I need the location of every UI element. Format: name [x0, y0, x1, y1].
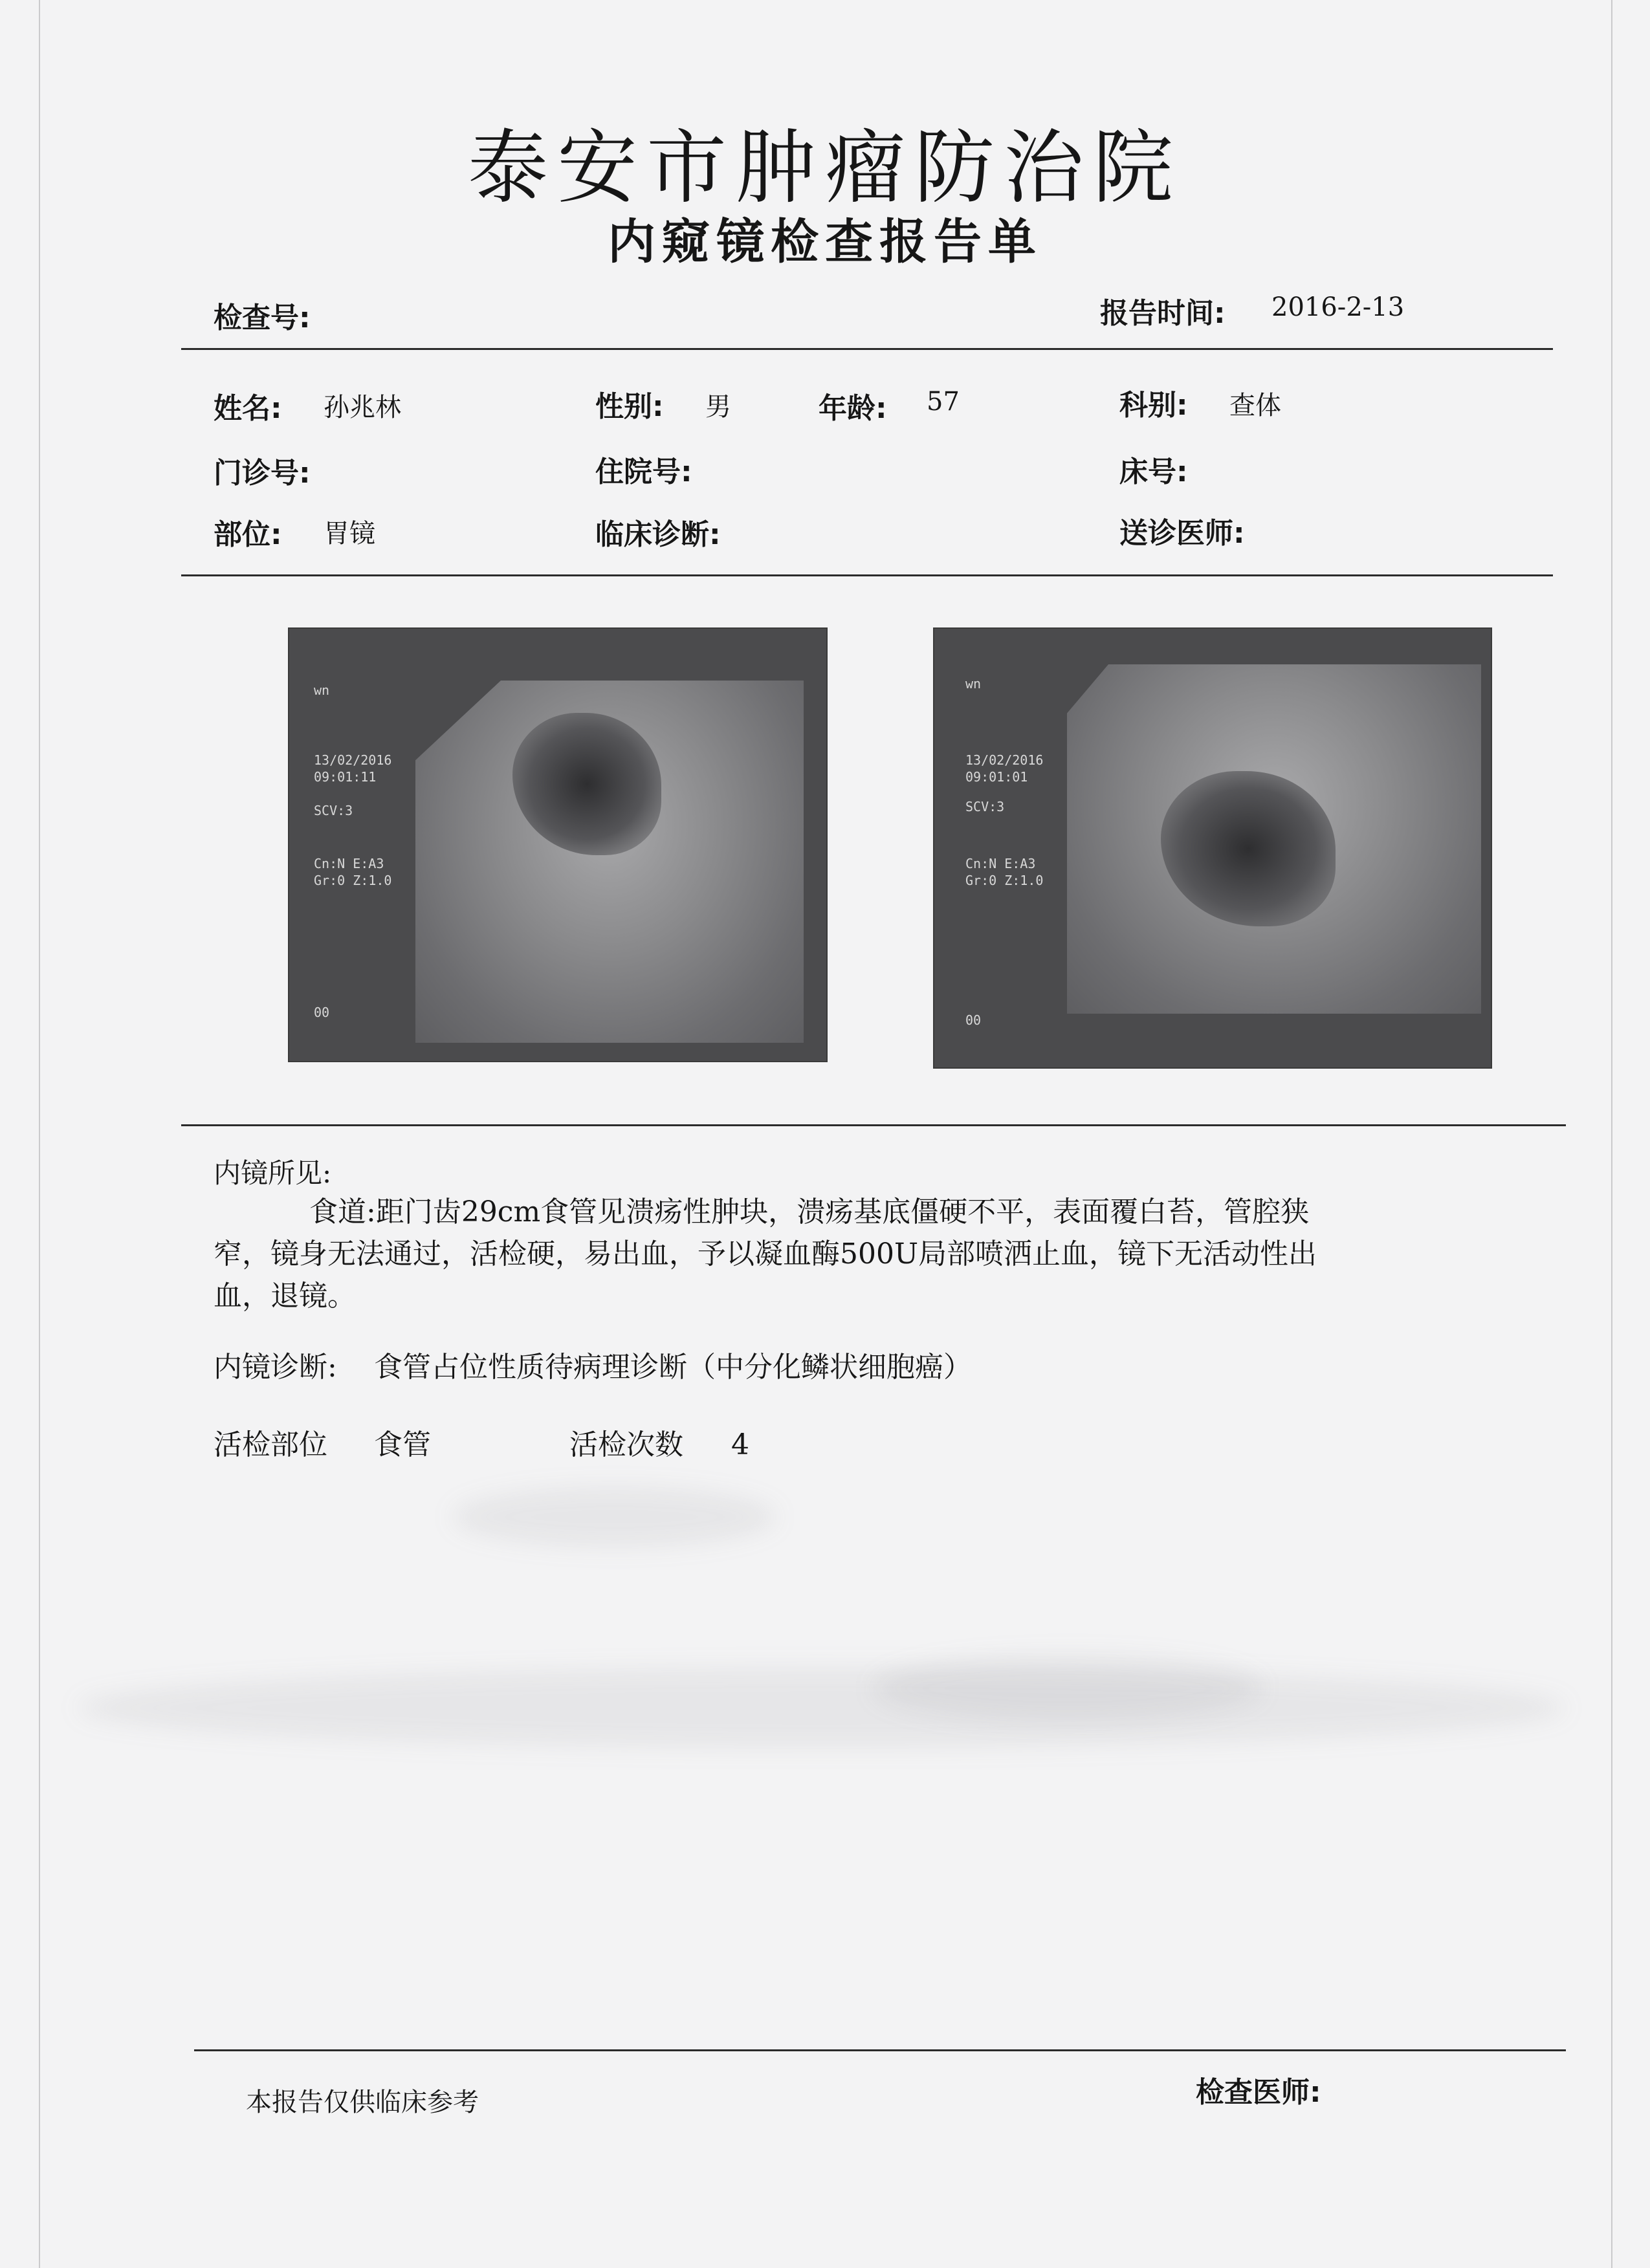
biopsy-site-label: 活检部位 — [214, 1428, 327, 1461]
patient-info-divider — [181, 574, 1553, 576]
name-label: 姓名: — [214, 392, 282, 425]
scan-smudge — [453, 1488, 776, 1546]
osd-counter: 00 — [314, 1005, 330, 1020]
scan-fold-line — [1611, 0, 1612, 2268]
sex-label: 性别: — [595, 390, 664, 423]
osd-enhancement: Cn:N E:A3 — [965, 856, 1036, 871]
osd-counter: 00 — [965, 1012, 982, 1028]
footer-disclaimer: 本报告仅供临床参考 — [246, 2088, 479, 2117]
osd-top: wn — [965, 676, 982, 692]
scan-smudge — [874, 1656, 1262, 1721]
endoscopy-image-2 — [933, 627, 1492, 1069]
findings-line-1: 食道:距门齿29cm食管见溃疡性肿块，溃疡基底僵硬不平，表面覆白苔，管腔狭 — [309, 1195, 1310, 1228]
findings-line-3: 血，退镜。 — [214, 1280, 356, 1313]
name-value: 孙兆林 — [324, 393, 401, 422]
hospital-name: 泰安市肿瘤防治院 — [467, 122, 1182, 215]
osd-time: 09:01:11 — [314, 769, 377, 785]
report-time-value: 2016-2-13 — [1271, 292, 1405, 322]
age-value: 57 — [927, 387, 960, 417]
osd-time: 09:01:01 — [965, 769, 1028, 785]
findings-line-2: 窄，镜身无法通过，活检硬，易出血，予以凝血酶500U局部喷洒止血，镜下无活动性出 — [214, 1238, 1317, 1270]
images-divider — [181, 1124, 1566, 1126]
bed-no-label: 床号: — [1119, 455, 1188, 488]
osd-top: wn — [314, 682, 330, 698]
outpatient-no-label: 门诊号: — [214, 457, 311, 490]
report-title: 内窥镜检查报告单 — [608, 214, 1042, 270]
osd-enhancement: Cn:N E:A3 — [314, 856, 384, 871]
footer-divider — [194, 2049, 1566, 2051]
osd-mode: SCV:3 — [314, 803, 353, 818]
biopsy-count-value: 4 — [731, 1428, 749, 1461]
biopsy-count-label: 活检次数 — [569, 1428, 683, 1461]
osd-zoom: Gr:0 Z:1.0 — [965, 873, 1044, 888]
exam-no-label: 检查号: — [214, 301, 311, 334]
findings-label: 内镜所见: — [214, 1157, 332, 1189]
biopsy-site-value: 食管 — [374, 1428, 431, 1461]
osd-mode: SCV:3 — [965, 799, 1005, 814]
dept-value: 查体 — [1229, 391, 1281, 420]
site-label: 部位: — [214, 518, 282, 551]
header-divider — [181, 348, 1553, 350]
sex-value: 男 — [705, 392, 731, 422]
diagnosis-label: 内镜诊断: — [214, 1351, 337, 1384]
osd-zoom: Gr:0 Z:1.0 — [314, 873, 392, 888]
examining-doctor-label: 检查医师: — [1196, 2076, 1321, 2109]
report-time-label: 报告时间: — [1100, 297, 1226, 330]
scan-fold-line — [39, 0, 40, 2268]
scan-smudge — [78, 1669, 1566, 1747]
referring-doctor-label: 送诊医师: — [1119, 517, 1245, 550]
dept-label: 科别: — [1119, 389, 1188, 422]
inpatient-no-label: 住院号: — [595, 455, 692, 488]
osd-date: 13/02/2016 — [965, 752, 1044, 768]
osd-date: 13/02/2016 — [314, 752, 392, 768]
diagnosis-text: 食管占位性质待病理诊断（中分化鳞状细胞癌） — [374, 1351, 972, 1384]
age-label: 年龄: — [819, 392, 887, 425]
endoscopy-image-1 — [288, 627, 828, 1062]
site-value: 胃镜 — [324, 519, 375, 549]
clinical-diagnosis-label: 临床诊断: — [595, 518, 721, 551]
